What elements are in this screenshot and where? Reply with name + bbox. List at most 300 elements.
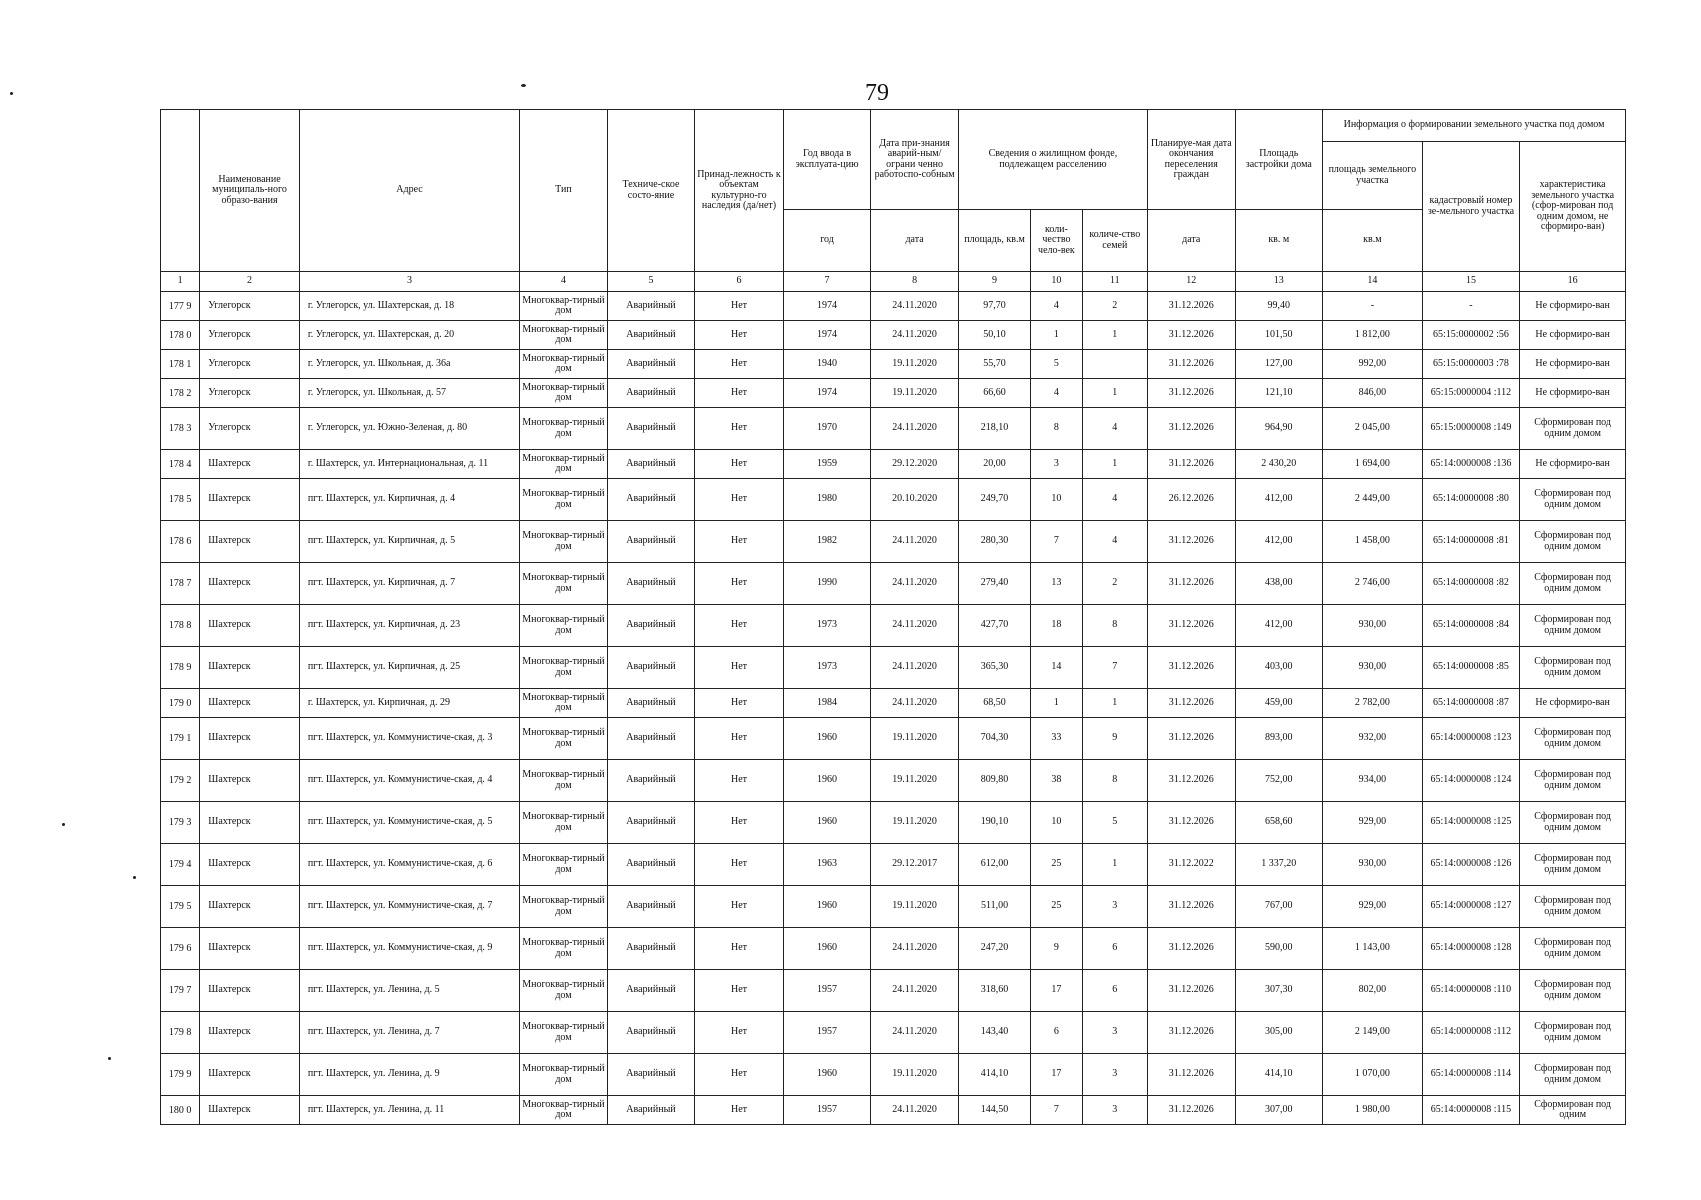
address: пгт. Шахтерск, ул. Коммунистиче-ская, д. 9	[299, 928, 519, 970]
cadastral-number: 65:14:0000008 :124	[1422, 760, 1520, 802]
address: пгт. Шахтерск, ул. Ленина, д. 11	[299, 1096, 519, 1125]
family-count: 7	[1082, 647, 1147, 689]
column-number: 8	[871, 272, 959, 292]
building-type: Многоквар-тирный дом	[520, 521, 608, 563]
heritage: Нет	[695, 802, 784, 844]
plan-date: 31.12.2026	[1148, 689, 1236, 718]
header-build-area: кв. м	[1235, 210, 1323, 272]
area: 511,00	[958, 886, 1030, 928]
family-count: 1	[1082, 844, 1147, 886]
scan-speck	[62, 823, 65, 826]
municipality: Шахтерск	[200, 521, 300, 563]
row-index: 178 5	[161, 479, 200, 521]
cadastral-number: 65:14:0000008 :80	[1422, 479, 1520, 521]
family-count: 3	[1082, 1096, 1147, 1125]
heritage: Нет	[695, 450, 784, 479]
address: пгт. Шахтерск, ул. Кирпичная, д. 5	[299, 521, 519, 563]
family-count: 8	[1082, 760, 1147, 802]
land-characteristic: Сформирован под одним домом	[1520, 760, 1626, 802]
family-count: 4	[1082, 521, 1147, 563]
people-count: 10	[1031, 479, 1082, 521]
building-type: Многоквар-тирный дом	[520, 450, 608, 479]
header-municipality: Наименование муниципаль-ного образо-вания	[200, 110, 300, 272]
heritage: Нет	[695, 408, 784, 450]
row-index: 178 7	[161, 563, 200, 605]
cadastral-number: 65:14:0000008 :84	[1422, 605, 1520, 647]
scan-speck	[10, 92, 13, 95]
land-characteristic: Сформирован под одним домом	[1520, 802, 1626, 844]
table-row	[161, 379, 1626, 408]
year: 1960	[783, 886, 871, 928]
header-families: количе-ство семей	[1082, 210, 1147, 272]
row-index: 179 9	[161, 1054, 200, 1096]
year: 1974	[783, 292, 871, 321]
people-count: 13	[1031, 563, 1082, 605]
plan-date: 31.12.2026	[1148, 1096, 1236, 1125]
people-count: 17	[1031, 970, 1082, 1012]
table-row	[161, 1012, 1626, 1054]
cadastral-number: 65:15:0000004 :112	[1422, 379, 1520, 408]
plan-date: 31.12.2026	[1148, 450, 1236, 479]
plan-date: 31.12.2022	[1148, 844, 1236, 886]
year: 1974	[783, 321, 871, 350]
land-area: 2 045,00	[1323, 408, 1423, 450]
people-count: 25	[1031, 886, 1082, 928]
land-characteristic: Не сформиро-ван	[1520, 292, 1626, 321]
land-area: 2 746,00	[1323, 563, 1423, 605]
land-characteristic: Сформирован под одним домом	[1520, 1054, 1626, 1096]
family-count: 6	[1082, 970, 1147, 1012]
year: 1957	[783, 970, 871, 1012]
cadastral-number: 65:14:0000008 :85	[1422, 647, 1520, 689]
land-characteristic: Не сформиро-ван	[1520, 450, 1626, 479]
housing-table	[160, 109, 1626, 1125]
scan-speck	[108, 1057, 111, 1060]
people-count: 33	[1031, 718, 1082, 760]
address: пгт. Шахтерск, ул. Коммунистиче-ская, д. 7	[299, 886, 519, 928]
emergency-date: 19.11.2020	[871, 760, 959, 802]
land-area: 1 980,00	[1323, 1096, 1423, 1125]
column-number: 11	[1082, 272, 1147, 292]
header-type: Тип	[520, 110, 608, 272]
year: 1990	[783, 563, 871, 605]
row-index: 178 1	[161, 350, 200, 379]
address: пгт. Шахтерск, ул. Ленина, д. 5	[299, 970, 519, 1012]
family-count: 2	[1082, 292, 1147, 321]
build-area: 459,00	[1235, 689, 1323, 718]
people-count: 18	[1031, 605, 1082, 647]
header-area: площадь, кв.м	[958, 210, 1030, 272]
family-count: 2	[1082, 563, 1147, 605]
row-index: 178 8	[161, 605, 200, 647]
area: 55,70	[958, 350, 1030, 379]
land-area: 932,00	[1323, 718, 1423, 760]
land-area: 1 143,00	[1323, 928, 1423, 970]
emergency-date: 24.11.2020	[871, 605, 959, 647]
emergency-date: 19.11.2020	[871, 379, 959, 408]
family-count: 6	[1082, 928, 1147, 970]
people-count: 7	[1031, 1096, 1082, 1125]
area: 144,50	[958, 1096, 1030, 1125]
building-type: Многоквар-тирный дом	[520, 1054, 608, 1096]
table-row	[161, 479, 1626, 521]
land-characteristic: Не сформиро-ван	[1520, 350, 1626, 379]
land-area: 2 449,00	[1323, 479, 1423, 521]
build-area: 414,10	[1235, 1054, 1323, 1096]
land-area: 2 149,00	[1323, 1012, 1423, 1054]
emergency-date: 29.12.2017	[871, 844, 959, 886]
build-area: 307,00	[1235, 1096, 1323, 1125]
plan-date: 31.12.2026	[1148, 321, 1236, 350]
table-row	[161, 563, 1626, 605]
tech-state: Аварийный	[607, 970, 695, 1012]
address: г. Углегорск, ул. Южно-Зеленая, д. 80	[299, 408, 519, 450]
land-area: 1 812,00	[1323, 321, 1423, 350]
plan-date: 31.12.2026	[1148, 563, 1236, 605]
column-number: 13	[1235, 272, 1323, 292]
heritage: Нет	[695, 718, 784, 760]
year: 1960	[783, 928, 871, 970]
area: 612,00	[958, 844, 1030, 886]
table-body	[161, 272, 1626, 1125]
heritage: Нет	[695, 605, 784, 647]
municipality: Шахтерск	[200, 450, 300, 479]
heritage: Нет	[695, 321, 784, 350]
emergency-date: 24.11.2020	[871, 928, 959, 970]
emergency-date: 24.11.2020	[871, 970, 959, 1012]
family-count: 1	[1082, 321, 1147, 350]
header-land-unit: кв.м	[1323, 210, 1423, 272]
emergency-date: 24.11.2020	[871, 521, 959, 563]
year: 1959	[783, 450, 871, 479]
header-emergency-date: дата	[871, 210, 959, 272]
header-land-char: характеристика земельного участка (сфор-мирован под одним домом, не сформиро-ван)	[1520, 142, 1626, 272]
column-number: 15	[1422, 272, 1520, 292]
tech-state: Аварийный	[607, 521, 695, 563]
heritage: Нет	[695, 350, 784, 379]
year: 1973	[783, 605, 871, 647]
header-build-group: Площадь застройки дома	[1235, 110, 1323, 210]
municipality: Шахтерск	[200, 844, 300, 886]
heritage: Нет	[695, 563, 784, 605]
year: 1940	[783, 350, 871, 379]
emergency-date: 19.11.2020	[871, 802, 959, 844]
tech-state: Аварийный	[607, 1054, 695, 1096]
heritage: Нет	[695, 479, 784, 521]
municipality: Углегорск	[200, 408, 300, 450]
table-row	[161, 1096, 1626, 1125]
people-count: 9	[1031, 928, 1082, 970]
building-type: Многоквар-тирный дом	[520, 886, 608, 928]
plan-date: 31.12.2026	[1148, 718, 1236, 760]
emergency-date: 24.11.2020	[871, 292, 959, 321]
address: г. Углегорск, ул. Школьная, д. 57	[299, 379, 519, 408]
land-area: 1 694,00	[1323, 450, 1423, 479]
cadastral-number: 65:14:0000008 :81	[1422, 521, 1520, 563]
area: 427,70	[958, 605, 1030, 647]
municipality: Шахтерск	[200, 1012, 300, 1054]
building-type: Многоквар-тирный дом	[520, 844, 608, 886]
building-type: Многоквар-тирный дом	[520, 379, 608, 408]
land-area: 929,00	[1323, 886, 1423, 928]
table-row	[161, 928, 1626, 970]
build-area: 438,00	[1235, 563, 1323, 605]
land-characteristic: Не сформиро-ван	[1520, 689, 1626, 718]
land-area: 992,00	[1323, 350, 1423, 379]
row-index: 179 7	[161, 970, 200, 1012]
header-land-info: Информация о формировании земельного участка под домом	[1323, 110, 1626, 142]
family-count: 4	[1082, 408, 1147, 450]
area: 279,40	[958, 563, 1030, 605]
year: 1982	[783, 521, 871, 563]
land-characteristic: Сформирован под одним домом	[1520, 928, 1626, 970]
row-index: 179 8	[161, 1012, 200, 1054]
family-count: 3	[1082, 1012, 1147, 1054]
heritage: Нет	[695, 521, 784, 563]
column-number: 16	[1520, 272, 1626, 292]
heritage: Нет	[695, 647, 784, 689]
land-area: 929,00	[1323, 802, 1423, 844]
emergency-date: 24.11.2020	[871, 408, 959, 450]
building-type: Многоквар-тирный дом	[520, 563, 608, 605]
heritage: Нет	[695, 1096, 784, 1125]
page-number: 79	[865, 80, 889, 106]
address: г. Углегорск, ул. Школьная, д. 36а	[299, 350, 519, 379]
people-count: 5	[1031, 350, 1082, 379]
family-count: 3	[1082, 1054, 1147, 1096]
year: 1960	[783, 802, 871, 844]
emergency-date: 24.11.2020	[871, 321, 959, 350]
build-area: 752,00	[1235, 760, 1323, 802]
table-row	[161, 886, 1626, 928]
table-row	[161, 292, 1626, 321]
people-count: 14	[1031, 647, 1082, 689]
build-area: 964,90	[1235, 408, 1323, 450]
plan-date: 31.12.2026	[1148, 350, 1236, 379]
table-row	[161, 605, 1626, 647]
land-characteristic: Сформирован под одним домом	[1520, 844, 1626, 886]
emergency-date: 24.11.2020	[871, 689, 959, 718]
header-fund-group: Сведения о жилищном фонде, подлежащем расселению	[958, 110, 1147, 210]
column-number: 6	[695, 272, 784, 292]
heritage: Нет	[695, 1012, 784, 1054]
plan-date: 31.12.2026	[1148, 760, 1236, 802]
area: 414,10	[958, 1054, 1030, 1096]
land-area: 1 458,00	[1323, 521, 1423, 563]
people-count: 1	[1031, 689, 1082, 718]
table-row	[161, 647, 1626, 689]
heritage: Нет	[695, 760, 784, 802]
land-area: 1 070,00	[1323, 1054, 1423, 1096]
row-index: 178 0	[161, 321, 200, 350]
cadastral-number: 65:15:0000008 :149	[1422, 408, 1520, 450]
building-type: Многоквар-тирный дом	[520, 689, 608, 718]
people-count: 4	[1031, 292, 1082, 321]
land-characteristic: Сформирован под одним домом	[1520, 647, 1626, 689]
area: 365,30	[958, 647, 1030, 689]
header-year: год	[783, 210, 871, 272]
table-row	[161, 521, 1626, 563]
land-area: 934,00	[1323, 760, 1423, 802]
year: 1974	[783, 379, 871, 408]
area: 318,60	[958, 970, 1030, 1012]
cadastral-number: 65:14:0000008 :114	[1422, 1054, 1520, 1096]
row-index: 178 4	[161, 450, 200, 479]
header-address: Адрес	[299, 110, 519, 272]
header-heritage: Принад-лежность к объектам культурно-го наследия (да/нет)	[695, 110, 784, 272]
heritage: Нет	[695, 379, 784, 408]
family-count: 4	[1082, 479, 1147, 521]
municipality: Шахтерск	[200, 689, 300, 718]
build-area: 127,00	[1235, 350, 1323, 379]
column-number: 7	[783, 272, 871, 292]
area: 50,10	[958, 321, 1030, 350]
tech-state: Аварийный	[607, 886, 695, 928]
header-index	[161, 110, 200, 272]
cadastral-number: 65:14:0000008 :128	[1422, 928, 1520, 970]
table-row	[161, 450, 1626, 479]
heritage: Нет	[695, 689, 784, 718]
people-count: 25	[1031, 844, 1082, 886]
year: 1957	[783, 1096, 871, 1125]
family-count: 5	[1082, 802, 1147, 844]
area: 190,10	[958, 802, 1030, 844]
column-number: 1	[161, 272, 200, 292]
building-type: Многоквар-тирный дом	[520, 802, 608, 844]
build-area: 307,30	[1235, 970, 1323, 1012]
plan-date: 31.12.2026	[1148, 928, 1236, 970]
header-cadastral: кадастровый номер зе-мельного участка	[1422, 142, 1520, 272]
header-year-group: Год ввода в эксплуата-цию	[783, 110, 871, 210]
tech-state: Аварийный	[607, 605, 695, 647]
land-characteristic: Не сформиро-ван	[1520, 379, 1626, 408]
year: 1973	[783, 647, 871, 689]
build-area: 305,00	[1235, 1012, 1323, 1054]
area: 66,60	[958, 379, 1030, 408]
column-number: 9	[958, 272, 1030, 292]
municipality: Шахтерск	[200, 1054, 300, 1096]
plan-date: 31.12.2026	[1148, 379, 1236, 408]
area: 247,20	[958, 928, 1030, 970]
land-characteristic: Сформирован под одним домом	[1520, 521, 1626, 563]
building-type: Многоквар-тирный дом	[520, 350, 608, 379]
build-area: 590,00	[1235, 928, 1323, 970]
address: пгт. Шахтерск, ул. Кирпичная, д. 7	[299, 563, 519, 605]
address: пгт. Шахтерск, ул. Кирпичная, д. 25	[299, 647, 519, 689]
year: 1984	[783, 689, 871, 718]
address: пгт. Шахтерск, ул. Коммунистиче-ская, д. 6	[299, 844, 519, 886]
heritage: Нет	[695, 886, 784, 928]
land-characteristic: Сформирован под одним домом	[1520, 970, 1626, 1012]
year: 1960	[783, 718, 871, 760]
build-area: 412,00	[1235, 479, 1323, 521]
tech-state: Аварийный	[607, 1012, 695, 1054]
address: пгт. Шахтерск, ул. Коммунистиче-ская, д. 5	[299, 802, 519, 844]
table-header	[161, 110, 1626, 272]
tech-state: Аварийный	[607, 450, 695, 479]
header-emergency-group: Дата при-знания аварий-ным/ограни ченно работоспо-собным	[871, 110, 959, 210]
build-area: 893,00	[1235, 718, 1323, 760]
address: г. Углегорск, ул. Шахтерская, д. 20	[299, 321, 519, 350]
cadastral-number: 65:15:0000002 :56	[1422, 321, 1520, 350]
land-characteristic: Сформирован под одним домом	[1520, 886, 1626, 928]
tech-state: Аварийный	[607, 928, 695, 970]
emergency-date: 19.11.2020	[871, 886, 959, 928]
build-area: 99,40	[1235, 292, 1323, 321]
year: 1963	[783, 844, 871, 886]
area: 809,80	[958, 760, 1030, 802]
scan-speck	[521, 84, 526, 87]
year: 1960	[783, 760, 871, 802]
scan-speck	[133, 876, 136, 879]
municipality: Шахтерск	[200, 928, 300, 970]
cadastral-number: 65:14:0000008 :123	[1422, 718, 1520, 760]
tech-state: Аварийный	[607, 350, 695, 379]
land-characteristic: Не сформиро-ван	[1520, 321, 1626, 350]
family-count: 3	[1082, 886, 1147, 928]
column-number: 14	[1323, 272, 1423, 292]
tech-state: Аварийный	[607, 479, 695, 521]
land-area: 2 782,00	[1323, 689, 1423, 718]
address: г. Шахтерск, ул. Интернациональная, д. 11	[299, 450, 519, 479]
cadastral-number: 65:14:0000008 :82	[1422, 563, 1520, 605]
municipality: Шахтерск	[200, 886, 300, 928]
column-number: 2	[200, 272, 300, 292]
column-number: 5	[607, 272, 695, 292]
people-count: 10	[1031, 802, 1082, 844]
municipality: Шахтерск	[200, 718, 300, 760]
building-type: Многоквар-тирный дом	[520, 1012, 608, 1054]
family-count: 1	[1082, 379, 1147, 408]
plan-date: 31.12.2026	[1148, 1054, 1236, 1096]
area: 704,30	[958, 718, 1030, 760]
area: 143,40	[958, 1012, 1030, 1054]
build-area: 412,00	[1235, 605, 1323, 647]
family-count: 1	[1082, 689, 1147, 718]
build-area: 1 337,20	[1235, 844, 1323, 886]
building-type: Многоквар-тирный дом	[520, 292, 608, 321]
column-number-row	[161, 272, 1626, 292]
building-type: Многоквар-тирный дом	[520, 647, 608, 689]
land-characteristic: Сформирован под одним домом	[1520, 479, 1626, 521]
table-row	[161, 1054, 1626, 1096]
family-count: 8	[1082, 605, 1147, 647]
land-area: 802,00	[1323, 970, 1423, 1012]
address: г. Углегорск, ул. Шахтерская, д. 18	[299, 292, 519, 321]
municipality: Шахтерск	[200, 802, 300, 844]
tech-state: Аварийный	[607, 718, 695, 760]
municipality: Шахтерск	[200, 647, 300, 689]
row-index: 179 5	[161, 886, 200, 928]
area: 68,50	[958, 689, 1030, 718]
people-count: 6	[1031, 1012, 1082, 1054]
year: 1980	[783, 479, 871, 521]
municipality: Шахтерск	[200, 479, 300, 521]
municipality: Шахтерск	[200, 970, 300, 1012]
column-number: 12	[1148, 272, 1236, 292]
header-plan-group: Планируе-мая дата окончания переселения граждан	[1148, 110, 1236, 210]
building-type: Многоквар-тирный дом	[520, 718, 608, 760]
tech-state: Аварийный	[607, 647, 695, 689]
emergency-date: 20.10.2020	[871, 479, 959, 521]
tech-state: Аварийный	[607, 760, 695, 802]
plan-date: 31.12.2026	[1148, 605, 1236, 647]
emergency-date: 24.11.2020	[871, 563, 959, 605]
land-characteristic: Сформирован под одним домом	[1520, 408, 1626, 450]
cadastral-number: 65:14:0000008 :115	[1422, 1096, 1520, 1125]
plan-date: 31.12.2026	[1148, 647, 1236, 689]
table-row	[161, 970, 1626, 1012]
